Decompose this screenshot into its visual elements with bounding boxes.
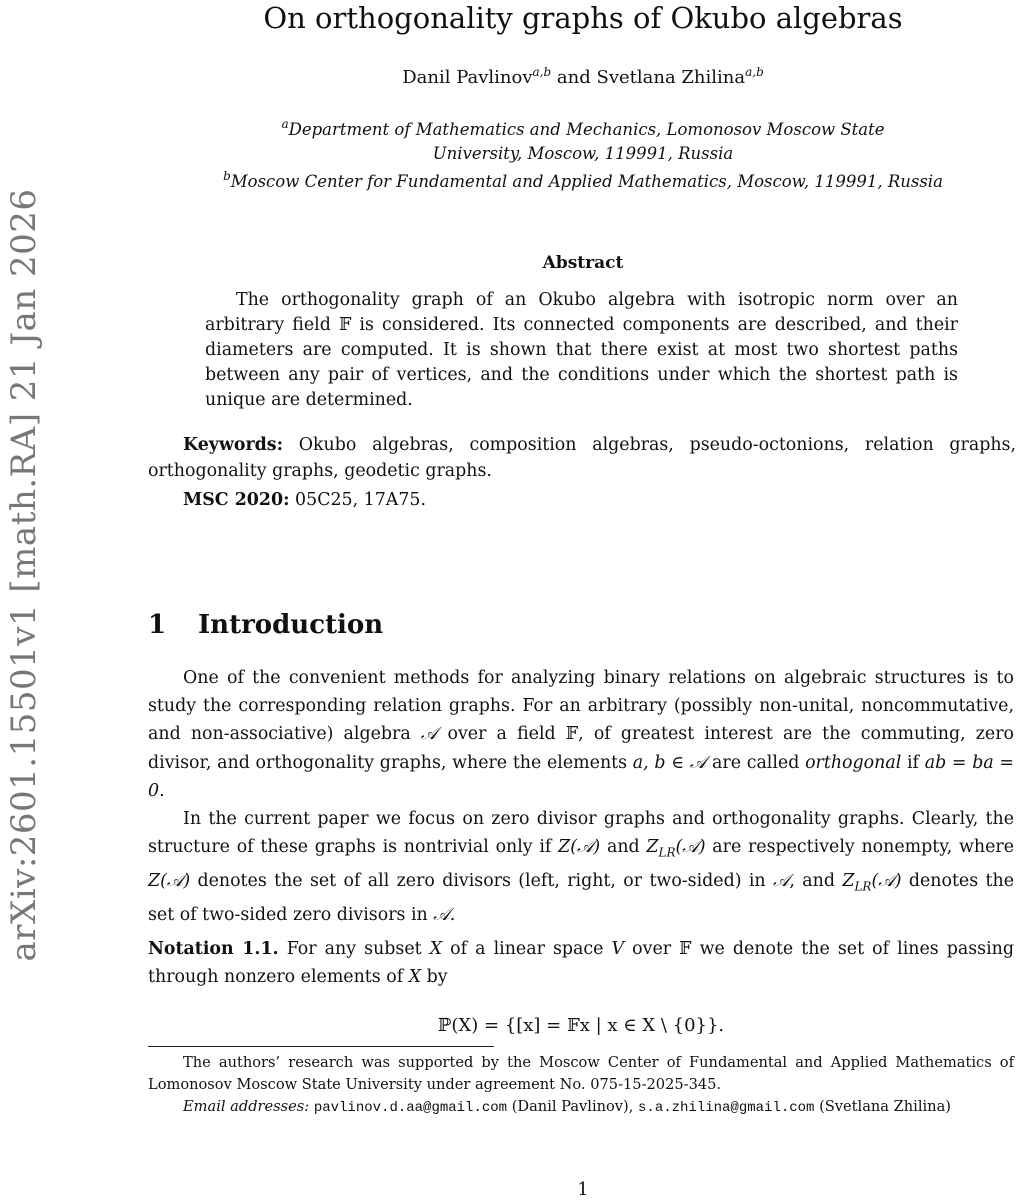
msc-codes [183,487,1013,513]
text-run: For any subset [278,939,430,959]
affiliation-b-line: Moscow Center for Fundamental and Applied Mathematics, Moscow, 119991, Russia [230,172,943,191]
text-run: . [159,780,165,801]
math-inline: ab = ba = 0 [148,752,1014,801]
affiliation-a [150,118,1016,166]
author-name: Svetlana Zhilina [596,67,746,88]
text-run: are respectively nonempty, where [705,837,1014,858]
text-run: over 𝔽 we denote the set of lines passing through nonzero elements of [148,939,1015,988]
page-number: 1 [577,1179,589,1200]
author-affiliation-mark: a,b [745,65,764,79]
email-label: Email addresses: [183,1098,310,1115]
abstract-heading: Abstract [542,253,624,273]
emphasis-term: orthogonal [805,752,902,773]
math-inline: V [611,939,625,959]
paragraph-intro [148,664,1014,805]
math-inline: (𝒜) [871,870,902,891]
author-conjunction: and [551,67,597,88]
math-inline: Z(𝒜) [148,870,191,891]
arxiv-identifier-text: arXiv:2601.15501v1 [math.RA] 21 Jan 2026 [4,188,44,962]
keywords-label: Keywords: [183,435,284,455]
math-inline: Z [646,837,659,858]
section-heading [148,608,383,642]
msc-label: MSC 2020: [183,490,290,510]
paper-title: On orthogonality graphs of Okubo algebras [263,1,903,35]
display-formula: ℙ(X) = {[x] = 𝔽x | x ∈ X \ {0}}. [437,1015,725,1036]
text-run: (Svetlana Zhilina) [814,1098,951,1115]
text-run: . [449,904,456,925]
footnote-emails [148,1096,1014,1119]
math-inline: (𝒜) [675,837,706,858]
footnote-divider [148,1046,494,1047]
abstract-text: The orthogonality graph of an Okubo algebra with isotropic norm over an arbitrary field 𝔽 is considered. Its connected components are described, and their diameters are computed. It is shown that there exist at most two shortest paths between any pair of vertices, and the conditions under which the shortest path is unique are determined. [205,290,958,410]
text-run: by [421,967,448,988]
text-run: of a linear space [442,939,612,959]
email-link[interactable]: pavlinov.d.aa@gmail.com [313,1100,508,1116]
section-number: 1 [148,610,167,640]
notation-label: Notation 1.1. [148,939,279,959]
math-inline: Z [842,870,855,891]
section-title: Introduction [198,610,384,640]
math-inline: a, b ∈ 𝒜 [632,752,707,773]
author-list [150,66,1016,90]
text-run: One of the convenient methods for analyzing binary relations on algebraic structures is to study the corresponding relation graphs. For an arbitrary (possibly non-unital, noncommutative, and non-associative) algebra [148,668,1014,745]
affiliation-b [150,170,1016,194]
notation-block [148,935,1014,991]
text-run: if [901,752,925,773]
email-link[interactable]: s.a.zhilina@gmail.com [638,1100,815,1116]
footnote-funding: The authors’ research was supported by the Moscow Center of Fundamental and Applied Mathematics of Lomonosov Moscow State University under agreement No. 075-15-2025-345. [148,1054,1014,1093]
keywords [148,432,1016,484]
keywords-text: Okubo algebras, composition algebras, pseudo-octonions, relation graphs, orthogonality graphs, geodetic graphs. [148,435,1016,481]
math-subscript: LR [658,845,676,860]
author-name: Danil Pavlinov [402,67,533,88]
affiliation-mark: a [281,117,289,131]
math-inline: X [429,939,443,959]
math-inline: Z(𝒜) [558,837,601,858]
math-inline: X [408,967,422,988]
text-run: In the current paper we focus on zero divisor graphs and orthogonality graphs. Clearly, the structure of these graphs is nontrivial only if [148,809,1014,858]
text-run: are called [706,752,806,773]
math-inline: 𝒜 [433,904,450,925]
math-inline: 𝒜 [420,724,438,745]
text-run: , and [789,870,843,891]
text-run: and [600,837,647,858]
text-run: over a field 𝔽, of greatest interest are the commuting, zero divisor, and orthogonality graphs, where the elements [148,724,1015,773]
affiliation-a-line1: Department of Mathematics and Mechanics, Lomonosov Moscow State [288,120,885,139]
arxiv-identifier-sidebar [0,188,48,962]
author-affiliation-mark: a,b [532,65,552,79]
msc-text: 05C25, 17A75. [289,490,427,510]
math-inline: 𝒜 [772,870,790,891]
affiliation-a-line2: University, Moscow, 119991, Russia [432,144,734,163]
text-run: denotes the set of two-sided zero divisors in [148,870,1014,925]
math-subscript: LR [854,879,872,894]
text-run: (Danil Pavlinov), [507,1098,639,1115]
paragraph-zero-divisors [148,805,1014,929]
affiliation-mark: b [223,169,231,183]
text-run: denotes the set of all zero divisors (left, right, or two-sided) in [190,870,773,891]
